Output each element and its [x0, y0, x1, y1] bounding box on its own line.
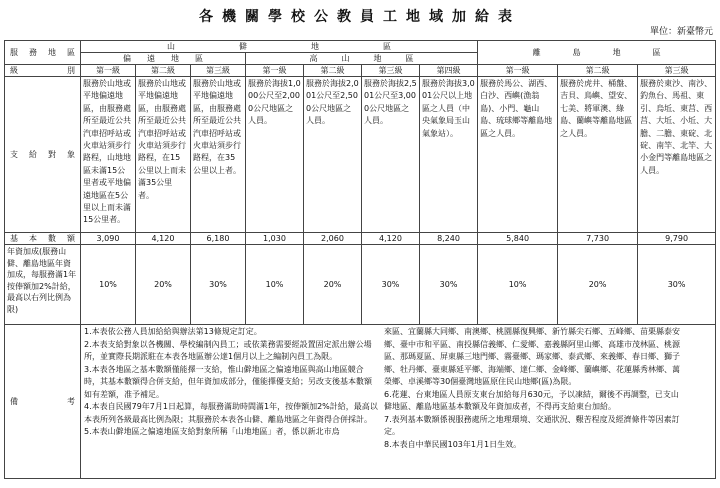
document-title: 各機關學校公教員工地域加給表	[199, 9, 521, 25]
target-cell: 服務於虎井、桶盤、吉貝、鳥嶼、望安、七美、將軍澳、綠島、蘭嶼等離島地區之人員。	[558, 77, 638, 233]
level-cell: 第二級	[558, 65, 638, 77]
base-amount-cell: 2,060	[304, 233, 362, 245]
seniority-rate-cell: 30%	[191, 245, 246, 325]
remarks-columns	[81, 325, 715, 451]
level-cell: 第二級	[304, 65, 362, 77]
remark-note: 7.表列基本數額係視服務處所之地理環境、交通狀況、艱苦程度及經濟條件等因素訂定。	[384, 414, 680, 436]
target-cell: 服務於海拔3,001公尺以上地區之人員（中央氣象局玉山氣象站）。	[420, 77, 478, 233]
remark-note: 8.本表自中華民國103年1月1日生效。	[384, 439, 522, 449]
remote-area-header: 偏 遠 地 區	[81, 53, 246, 65]
remark-note: 6.花蓮、台東地區人員原支東台加給每月630元，予以凍結，爾後不再調整，已支山僻地區、離島地區基本數額及年資加成者，不得再支給東台加給。	[384, 389, 679, 411]
unit-label: 單位：新臺幣元	[649, 27, 713, 37]
remark-note: 2.本表支給對象以各機關、學校編制內員工；或依業務需要經設置固定派出辦公場所，並實際長期派駐在本表各地區辦公達1個月以上之編制內員工為限。	[84, 339, 372, 361]
base-amount-cell: 5,840	[478, 233, 558, 245]
service-area-label: 服務地區	[5, 41, 81, 65]
level-cell: 第一級	[478, 65, 558, 77]
base-amount-cell: 9,790	[638, 233, 716, 245]
seniority-rate-cell: 20%	[304, 245, 362, 325]
target-cell: 服務於海拔1,000公尺至2,000公尺地區之人員。	[246, 77, 304, 233]
remarks-left-column	[81, 325, 381, 451]
seniority-rate-cell: 10%	[81, 245, 136, 325]
target-cell: 服務於海拔2,501公尺至3,000公尺地區之人員。	[362, 77, 420, 233]
base-amount-cell: 1,030	[246, 233, 304, 245]
level-cell: 第三級	[362, 65, 420, 77]
target-cell: 服務於山地或平地偏遠地區，由服務處所至最近公共汽車招呼站或火車站須步行路程，在35公里以上者。	[191, 77, 246, 233]
mountain-area-header: 山 僻 地 區	[81, 41, 478, 53]
seniority-rate-cell: 30%	[362, 245, 420, 325]
base-amount-cell: 7,730	[558, 233, 638, 245]
remarks-row	[5, 325, 716, 479]
target-cell: 服務於馬公、湖西、白沙、西嶼(漁翁島)、小門、龜山島、琉球鄉等離島地區之人員。	[478, 77, 558, 233]
seniority-rate-cell: 20%	[136, 245, 191, 325]
seniority-rate-cell: 10%	[246, 245, 304, 325]
highland-area-header: 高 山 地 區	[246, 53, 478, 65]
level-cell: 第一級	[246, 65, 304, 77]
level-row	[5, 65, 716, 77]
remarks-label: 備 考	[5, 325, 81, 479]
seniority-row	[5, 245, 716, 325]
target-cell: 服務於山地或平地偏遠地區，由服務處所至最近公共汽車招呼站或火車站須步行路程，山地地區未滿15公里者或平地偏遠地區在5公里以上而未滿15公里者。	[81, 77, 136, 233]
base-amount-row	[5, 233, 716, 245]
remark-note: 3.本表各地區之基本數額僅能擇一支給，惟山僻地區之偏遠地區與高山地區競合時，其基本數額得合併支給，但年資加成部分，僅能擇優支給；另改支後基本數額如有差額，准予補足。	[84, 364, 372, 399]
level-label: 級別	[5, 65, 81, 77]
base-amount-cell: 4,120	[362, 233, 420, 245]
header-row-1	[5, 41, 716, 53]
remarks-cell	[81, 325, 716, 479]
target-cell: 服務於山地或平地偏遠地區，由服務處所至最近公共汽車招呼站或火車站須步行路程，在15公里以上而未滿35公里者。	[136, 77, 191, 233]
remark-note: 5.本表山僻地區之偏遠地區支給對象所稱「山地地區」者，係以新北市烏	[84, 427, 340, 436]
base-amount-label: 基本數額	[5, 233, 81, 245]
seniority-rate-cell: 10%	[478, 245, 558, 325]
base-amount-cell: 8,240	[420, 233, 478, 245]
remark-note: 來區、宜蘭縣大同鄉、南澳鄉、桃園縣復興鄉、新竹縣尖石鄉、五峰鄉、苗栗縣泰安鄉、臺中市和平區、南投縣信義鄉、仁愛鄉、嘉義縣阿里山鄉、高雄市茂林區、桃源區、那瑪夏區、屏東縣三地門鄉、霧臺鄉、瑪家鄉、泰武鄉、來義鄉、春日鄉、獅子鄉、牡丹鄉、臺東縣延平鄉、海端鄉、達仁鄉、金峰鄉、蘭嶼鄉、花蓮縣秀林鄉、萬榮鄉、卓溪鄉等30個臺灣地區原住民山地鄉(區)為限。	[384, 327, 680, 386]
level-cell: 第一級	[81, 65, 136, 77]
island-area-header: 離 島 地 區	[478, 41, 716, 65]
base-amount-cell: 4,120	[136, 233, 191, 245]
seniority-rate-cell: 20%	[558, 245, 638, 325]
remark-note: 1.本表依公務人員加給給與辦法第13條規定訂定。	[84, 327, 262, 336]
base-amount-cell: 6,180	[191, 233, 246, 245]
remarks-right-column	[381, 325, 687, 451]
base-amount-cell: 3,090	[81, 233, 136, 245]
remark-note: 4.本表自民國79年7月1日起算，每服務滿助時間滿1年，按俸額加2%計給，最高以本表所列各級最高比例為限；其服務於本表各山僻、離島地區之年資得合併採計。	[84, 402, 378, 424]
seniority-rate-cell: 30%	[638, 245, 716, 325]
level-cell: 第二級	[136, 65, 191, 77]
seniority-rate-cell: 30%	[420, 245, 478, 325]
target-cell: 服務於海拔2,001公尺至2,500公尺地區之人員。	[304, 77, 362, 233]
seniority-label: 年資加成(服務山僻、離島地區年資加成，每服務滿1年按俸額加2%計給，最高以右列比例為限)	[5, 245, 81, 325]
level-cell: 第三級	[191, 65, 246, 77]
target-label: 支給對象	[5, 77, 81, 233]
level-cell: 第三級	[638, 65, 716, 77]
level-cell: 第四級	[420, 65, 478, 77]
allowance-table	[4, 40, 716, 479]
target-cell: 服務於東沙、南沙、釣魚台、馬祖、東引、烏坵、東莒、西莒、大坵、小坵、大膽、二膽、東碇、北碇、南竿、北竿、大小金門等離島地區之人員。	[638, 77, 716, 233]
target-row	[5, 77, 716, 233]
